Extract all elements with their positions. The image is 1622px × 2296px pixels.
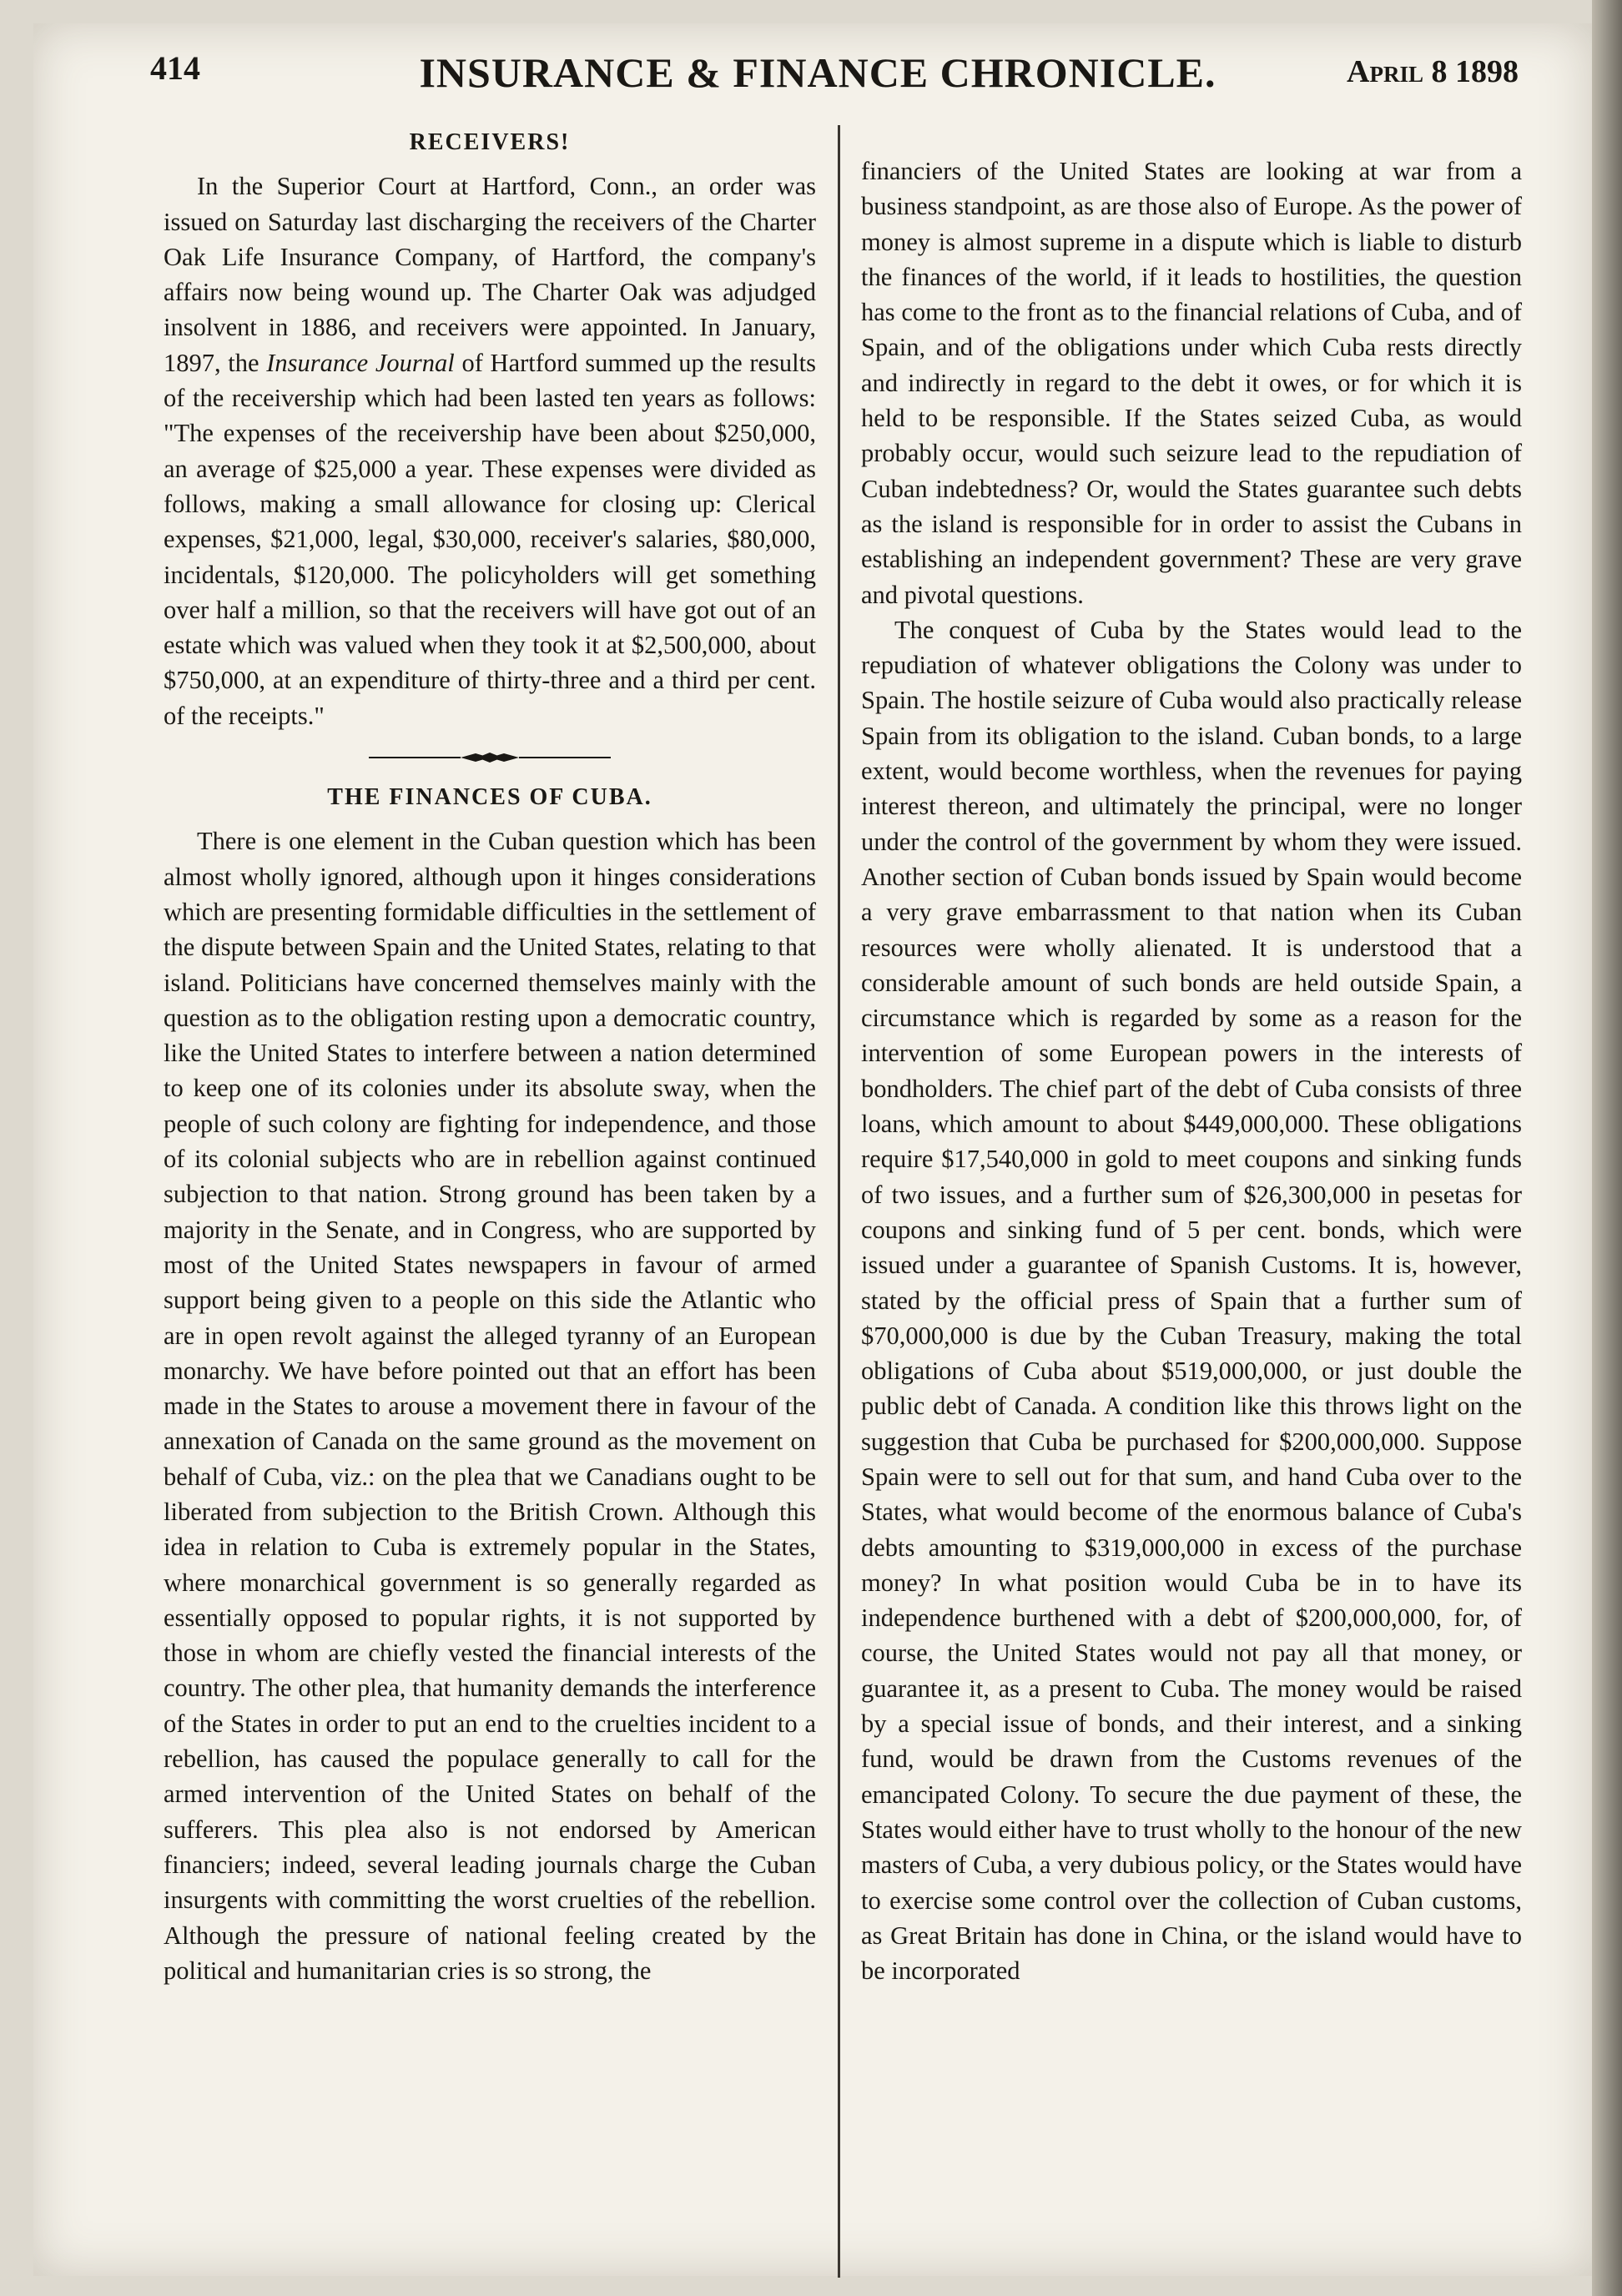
article-paragraph: The conquest of Cuba by the States would lead to the repudiation of whatever obligations the Colony was under to Spain. The hostile seizure of Cuba would also practically release Spain from its obligation to the island. Cuban bonds, to a large extent, would become worthless, when the revenues for paying interest thereon, and ultimately the principal, were no longer under the control of the government by whom they were issued. Another section of Cuban bonds issued by Spain would become a very grave embarrassment to that nation when its Cuban resources were wholly alienated. It is understood that a considerable amount of such bonds are held outside Spain, a circumstance which is regarded by some as a reason for the intervention of some European powers in the interests of bondholders. The chief part of the debt of Cuba consists of three loans, which amount to about $449,000,000. These obligations require $17,540,000 in gold to meet coupons and sinking funds of two issues, and a further sum of $26,300,000 in pesetas for coupons and sinking fund of 5 per cent. bonds, which were issued under a guarantee of Spanish Customs. It is, however, stated by the official press of Spain that a further sum of $70,000,000 is due by the Cuban Treasury, making the total obligations of Cuba about $519,000,000, or just double the public debt of Canada. A condition like this throws light on the suggestion that Cuba be purchased for $200,000,000. Suppose Spain were to sell out for that sum, and hand Cuba over to the States, what would become of the enormous balance of Cuba's debts amounting to $319,000,000 in excess of the purchase money? In what position would Cuba be in to have its independence burthened with a debt of $200,000,000, for, of course, the United States would not pay all that money, or guarantee it, as a present to Cuba. The money would be raised by a special issue of bonds, and their interest, and a sinking fund, would be drawn from the Customs revenues of the emancipated Colony. To secure the due payment of these, the States would either have to trust wholly to the honour of the new masters of Cuba, a very dubious policy, or the States would have to exercise some control over the collection of Cuban customs, as Great Britain has done in China, or the island would have to be incorporated	[861, 615, 1522, 1986]
article-heading-receivers: RECEIVERS!	[409, 129, 571, 155]
column-divider	[838, 125, 840, 2278]
left-column	[164, 125, 816, 1988]
text-run: In the Superior Court at Hartford, Conn., an order was issued on Saturday last discharging the receivers of the Charter Oak Life Insurance Company, of Hartford, the company's affairs now being wound up. The Charter Oak was adjudged insolvent in 1886, and receivers were appointed. In January, 1897, the	[164, 172, 816, 377]
article-paragraph-continued: financiers of the United States are looking at war from a business standpoint, as are those also of Europe. As the power of money is almost supreme in a dispute which is liable to disturb the finances of the world, if it leads to hostilities, the question has come to the front as to the financial relations of Cuba, and of Spain, and of the obligations under which Cuba rests directly and indirectly in regard to the debt it owes, or for which it is held to be responsible. If the States seized Cuba, as would probably occur, would such seizure lead to the repudiation of Cuban indebtedness? Or, would the States guarantee such debts as the island is responsible for in order to assist the Cubans in establishing an independent government? These are very grave and pivotal questions.	[861, 157, 1522, 609]
section-divider-ornament	[369, 752, 611, 763]
text-run: of Hartford summed up the results of the receivership which had been lasted ten years as follows: "The expenses of the receivership have been about $250,000, an average of $25,000 a year. These expenses were divided as follows, making a small allowance for closing up: Clerical expenses, $21,000, legal, $30,000, receiver's salaries, $80,000, incidentals, $120,000. The policyholders will get something over half a million, so that the receivers will have got out of an estate which was valued when they took it at $2,500,000, about $750,000, at an expenditure of thirty-three and a third per cent. of the receipts."	[164, 348, 816, 730]
page-number: 414	[150, 49, 200, 87]
publication-name: Insurance Journal	[266, 348, 455, 377]
article-heading-finances-of-cuba: THE FINANCES OF CUBA.	[327, 784, 652, 811]
right-column	[861, 154, 1522, 1988]
article-paragraph	[164, 169, 816, 733]
journal-title: INSURANCE & FINANCE CHRONICLE.	[419, 49, 1216, 96]
page-header	[150, 48, 1519, 107]
page-edge-shadow	[1592, 0, 1622, 2296]
issue-date: April 8 1898	[1347, 54, 1519, 89]
article-paragraph: There is one element in the Cuban question which has been almost wholly ignored, although upon it hinges considerations which are presenting formidable difficulties in the settlement of the dispute between Spain and the United States, relating to that island. Politicians have concerned themselves mainly with the question as to the obligation resting upon a democratic country, like the United States to interfere between a nation determined to keep one of its colonies under its absolute sway, when the people of such colony are fighting for independence, and those of its colonial subjects who are in rebellion against continued subjection to that nation. Strong ground has been taken by a majority in the Senate, and in Congress, who are supported by most of the United States newspapers in favour of armed support being given to a people on this side the Atlantic who are in open revolt against the alleged tyranny of an European monarchy. We have before pointed out that an effort has been made in the States to arouse a movement there in favour of the annexation of Canada on the same ground as the movement on behalf of Cuba, viz.: on the plea that we Canadians ought to be liberated from subjection to the British Crown. Although this idea in relation to Cuba is extremely popular in the States, where monarchical government is so generally regarded as essentially opposed to popular rights, it is not supported by those in whom are chiefly vested the financial interests of the country. The other plea, that humanity demands the interference of the States in order to put an end to the cruelties incident to a rebellion, has caused the populace generally to call for the armed intervention of the United States on behalf of the sufferers. This plea also is not endorsed by American financiers; indeed, several leading journals charge the Cuban insurgents with committing the worst cruelties of the rebellion. Although the pressure of national feeling created by the political and humanitarian cries is so strong, the	[164, 827, 816, 1985]
